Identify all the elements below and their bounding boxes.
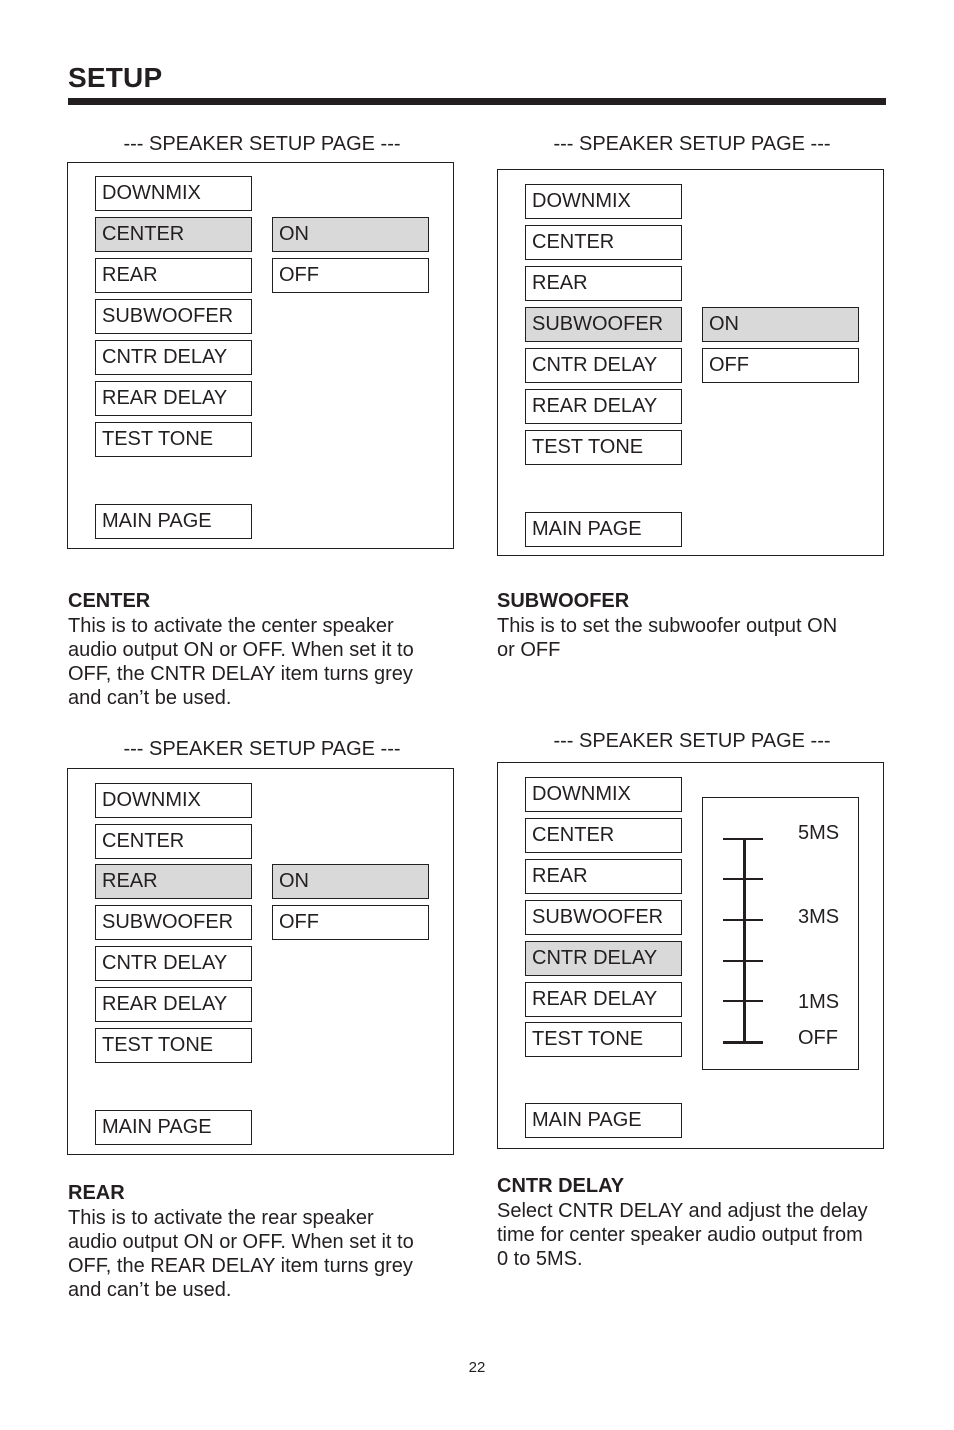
page-title: SETUP	[68, 62, 163, 93]
section-text-center	[68, 614, 463, 710]
option-off[interactable]: OFF	[272, 258, 429, 293]
menu-item-center[interactable]: CENTER	[525, 225, 682, 260]
panel-caption-subwoofer: --- SPEAKER SETUP PAGE ---	[553, 133, 831, 155]
menu-item-cntr-delay[interactable]: CNTR DELAY	[525, 348, 682, 383]
menu-item-rear[interactable]: REAR	[95, 258, 252, 293]
option-on[interactable]: ON	[272, 864, 429, 899]
section-text-line: or OFF	[497, 639, 561, 661]
menu-item-rear-delay[interactable]: REAR DELAY	[525, 982, 682, 1017]
menu-item-main-page[interactable]: MAIN PAGE	[95, 504, 252, 539]
menu-item-test-tone[interactable]: TEST TONE	[525, 1022, 682, 1057]
menu-item-subwoofer[interactable]: SUBWOOFER	[525, 307, 682, 342]
option-on[interactable]: ON	[702, 307, 859, 342]
menu-item-rear-delay[interactable]: REAR DELAY	[95, 381, 252, 416]
section-heading-subwoofer: SUBWOOFER	[497, 590, 630, 612]
delay-tick-4ms	[723, 878, 763, 880]
panel-caption-cntr-delay: --- SPEAKER SETUP PAGE ---	[553, 730, 831, 752]
section-text-rear	[68, 1206, 463, 1302]
section-text-line: and can’t be used.	[68, 1279, 232, 1301]
section-text-line: This is to activate the rear speaker	[68, 1207, 374, 1229]
menu-item-rear[interactable]: REAR	[525, 859, 682, 894]
delay-tick-5ms	[723, 838, 763, 840]
menu-item-main-page[interactable]: MAIN PAGE	[95, 1110, 252, 1145]
section-heading-rear: REAR	[68, 1182, 125, 1204]
menu-item-rear[interactable]: REAR	[525, 266, 682, 301]
speaker-setup-panel-center	[67, 162, 454, 549]
delay-label-3ms: 3MS	[798, 906, 840, 928]
section-heading-cntr-delay: CNTR DELAY	[497, 1175, 625, 1197]
section-text-line: Select CNTR DELAY and adjust the delay	[497, 1200, 868, 1222]
speaker-setup-panel-rear	[67, 768, 454, 1155]
section-text-line: This is to activate the center speaker	[68, 615, 394, 637]
delay-tick-3ms	[723, 919, 763, 921]
option-on[interactable]: ON	[272, 217, 429, 252]
page-number: 22	[468, 1359, 486, 1376]
menu-item-subwoofer[interactable]: SUBWOOFER	[525, 900, 682, 935]
section-text-line: This is to set the subwoofer output ON	[497, 615, 838, 637]
section-text-line: time for center speaker audio output from	[497, 1224, 863, 1246]
menu-item-test-tone[interactable]: TEST TONE	[95, 422, 252, 457]
menu-item-center[interactable]: CENTER	[95, 824, 252, 859]
menu-item-rear[interactable]: REAR	[95, 864, 252, 899]
section-text-cntr-delay	[497, 1199, 892, 1271]
menu-item-cntr-delay[interactable]: CNTR DELAY	[525, 941, 682, 976]
section-text-line: audio output ON or OFF. When set it to	[68, 639, 414, 661]
section-heading-center: CENTER	[68, 590, 151, 612]
menu-item-center[interactable]: CENTER	[95, 217, 252, 252]
menu-item-downmix[interactable]: DOWNMIX	[95, 783, 252, 818]
speaker-setup-panel-cntr-delay	[497, 762, 884, 1149]
menu-item-downmix[interactable]: DOWNMIX	[525, 184, 682, 219]
menu-item-test-tone[interactable]: TEST TONE	[95, 1028, 252, 1063]
menu-item-cntr-delay[interactable]: CNTR DELAY	[95, 340, 252, 375]
menu-item-test-tone[interactable]: TEST TONE	[525, 430, 682, 465]
section-text-line: audio output ON or OFF. When set it to	[68, 1231, 414, 1253]
menu-item-center[interactable]: CENTER	[525, 818, 682, 853]
menu-item-downmix[interactable]: DOWNMIX	[95, 176, 252, 211]
delay-tick-2ms	[723, 960, 763, 962]
menu-item-subwoofer[interactable]: SUBWOOFER	[95, 905, 252, 940]
section-text-line: OFF, the CNTR DELAY item turns grey	[68, 663, 413, 685]
option-off[interactable]: OFF	[702, 348, 859, 383]
section-text-line: OFF, the REAR DELAY item turns grey	[68, 1255, 413, 1277]
panel-caption-rear: --- SPEAKER SETUP PAGE ---	[123, 738, 401, 760]
delay-label-5ms: 5MS	[798, 822, 840, 844]
delay-slider-track	[743, 838, 746, 1042]
menu-item-main-page[interactable]: MAIN PAGE	[525, 1103, 682, 1138]
menu-item-cntr-delay[interactable]: CNTR DELAY	[95, 946, 252, 981]
section-text-line: 0 to 5MS.	[497, 1248, 583, 1270]
menu-item-subwoofer[interactable]: SUBWOOFER	[95, 299, 252, 334]
delay-label-off: OFF	[798, 1027, 838, 1049]
delay-tick-1ms	[723, 1000, 763, 1002]
speaker-setup-panel-subwoofer	[497, 169, 884, 556]
menu-item-rear-delay[interactable]: REAR DELAY	[95, 987, 252, 1022]
delay-tick-off	[723, 1041, 763, 1044]
panel-caption-center: --- SPEAKER SETUP PAGE ---	[123, 133, 401, 155]
menu-item-downmix[interactable]: DOWNMIX	[525, 777, 682, 812]
section-text-line: and can’t be used.	[68, 687, 232, 709]
delay-label-1ms: 1MS	[798, 991, 840, 1013]
option-off[interactable]: OFF	[272, 905, 429, 940]
menu-item-main-page[interactable]: MAIN PAGE	[525, 512, 682, 547]
menu-item-rear-delay[interactable]: REAR DELAY	[525, 389, 682, 424]
delay-slider[interactable]	[702, 797, 859, 1070]
section-text-subwoofer	[497, 614, 892, 662]
title-rule	[68, 98, 886, 105]
